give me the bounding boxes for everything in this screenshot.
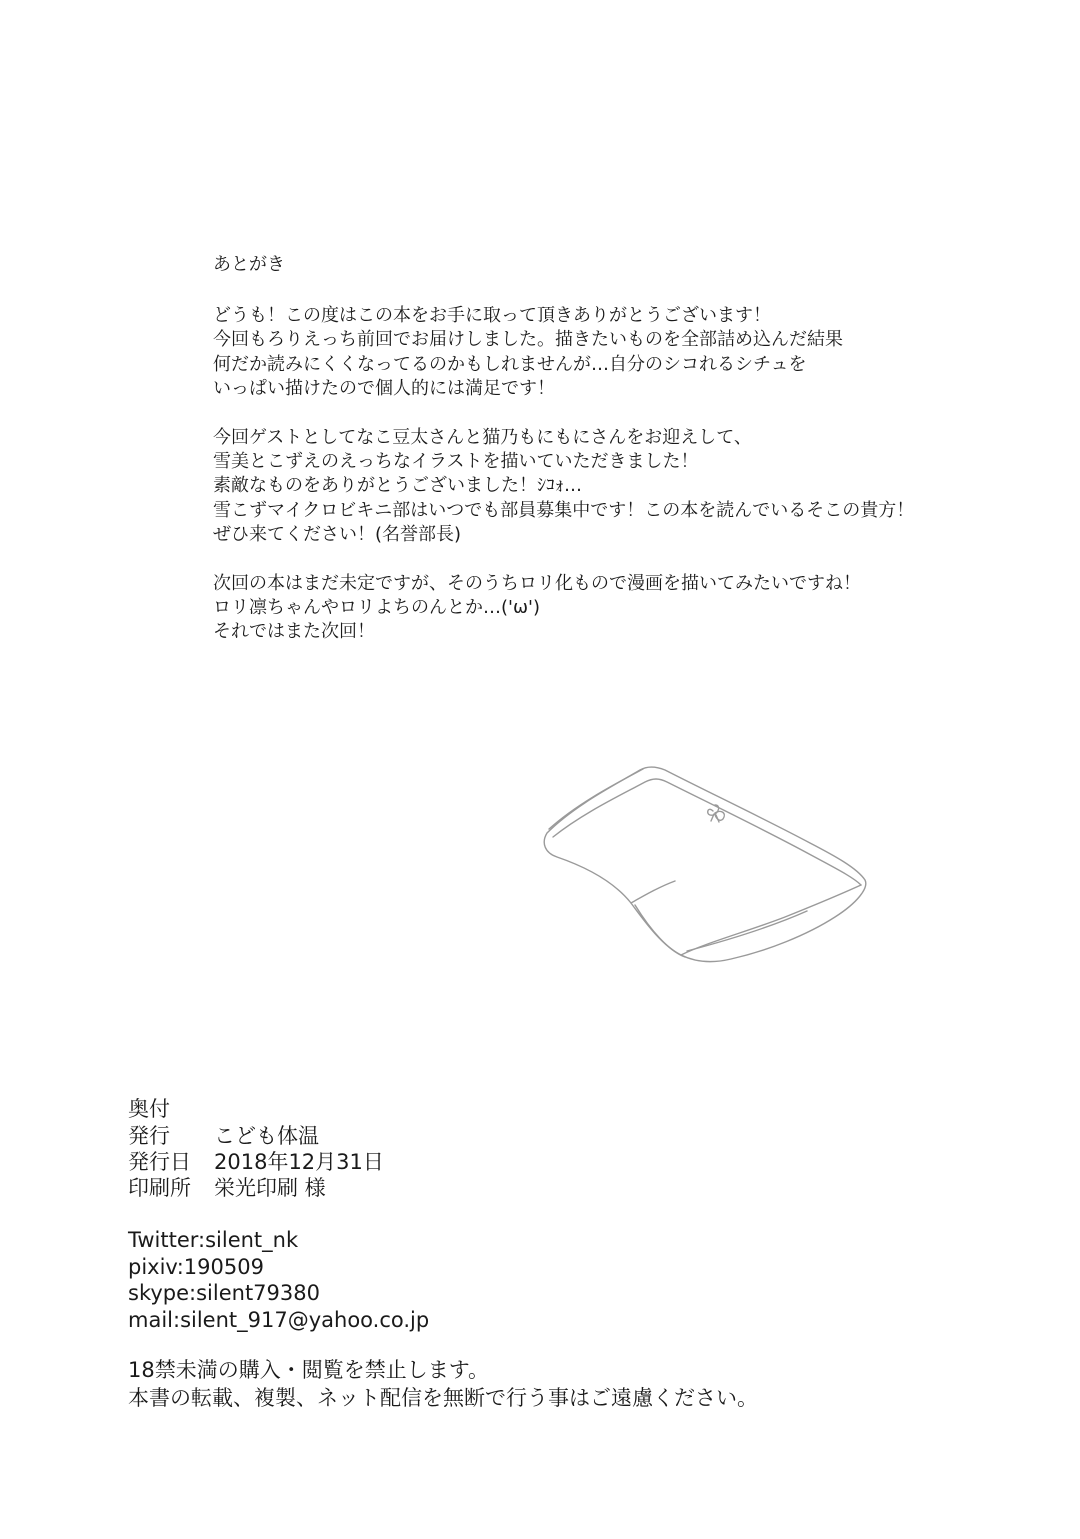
afterword-paragraph-1 bbox=[213, 304, 1033, 402]
mail-contact: mail:silent_917@yahoo.co.jp bbox=[128, 1307, 430, 1332]
afterword-line: 雪こずマイクロビキニ部はいつでも部員募集中です！この本を読んでいるそこの貴方！ bbox=[213, 499, 915, 521]
twitter-contact: Twitter:silent_nk bbox=[128, 1228, 299, 1252]
notices-section bbox=[128, 1356, 1028, 1412]
publisher-label: 発行 bbox=[128, 1124, 170, 1148]
colophon-publisher-row bbox=[128, 1123, 928, 1149]
pixiv-contact: pixiv:190509 bbox=[128, 1254, 264, 1279]
afterword-line: どうも！この度はこの本をお手に取って頂きありがとうございます！ bbox=[213, 305, 771, 326]
skype-contact: skype:silent79380 bbox=[128, 1281, 320, 1305]
afterword-line: 何だか読みにくくなってるのかもしれませんが…自分のシコれるシチュを bbox=[213, 353, 807, 375]
afterword-line: いっぱい描けたので個人的には満足です！ bbox=[213, 378, 555, 400]
colophon-title: 奥付 bbox=[128, 1097, 170, 1121]
contacts-section bbox=[128, 1227, 828, 1333]
date-label: 発行日 bbox=[128, 1150, 191, 1174]
afterword-line: 次回の本はまだ未定ですが、そのうちロリ化もので漫画を描いてみたいですね！ bbox=[213, 572, 861, 594]
afterword-section bbox=[213, 252, 1033, 669]
colophon-section bbox=[128, 1096, 928, 1201]
colophon-printer-row bbox=[128, 1175, 928, 1201]
copyright-notice: 本書の転載、複製、ネット配信を無断で行う事はご遠慮ください。 bbox=[128, 1386, 758, 1410]
afterword-line: 素敵なものをありがとうございました！ｼｺｫ… bbox=[213, 475, 582, 497]
afterword-line: 雪美とこずえのえっちなイラストを描いていただきました！ bbox=[213, 451, 699, 473]
printer-label: 印刷所 bbox=[128, 1176, 191, 1200]
afterword-line: ロリ凛ちゃんやロリよちのんとか…('ω') bbox=[213, 597, 541, 619]
age-restriction-notice: 18禁未満の購入・閲覧を禁止します。 bbox=[128, 1358, 490, 1382]
printer-value: 栄光印刷 様 bbox=[214, 1176, 326, 1200]
afterword-paragraph-2 bbox=[213, 426, 1033, 548]
afterword-line: それではまた次回！ bbox=[213, 621, 375, 643]
publisher-value: こども体温 bbox=[214, 1124, 319, 1148]
date-value: 2018年12月31日 bbox=[214, 1150, 384, 1174]
afterword-line: 今回ゲストとしてなこ豆太さんと猫乃もにもにさんをお迎えして、 bbox=[213, 426, 752, 448]
afterword-line: 今回もろりえっち前回でお届けしました。描きたいものを全部詰め込んだ結果 bbox=[213, 329, 843, 351]
panties-sketch-icon bbox=[535, 755, 875, 970]
afterword-title: あとがき bbox=[213, 254, 285, 275]
afterword-paragraph-3 bbox=[213, 572, 1033, 645]
colophon-date-row bbox=[128, 1149, 928, 1175]
afterword-line: ぜひ来てください！(名誉部長) bbox=[213, 524, 462, 546]
